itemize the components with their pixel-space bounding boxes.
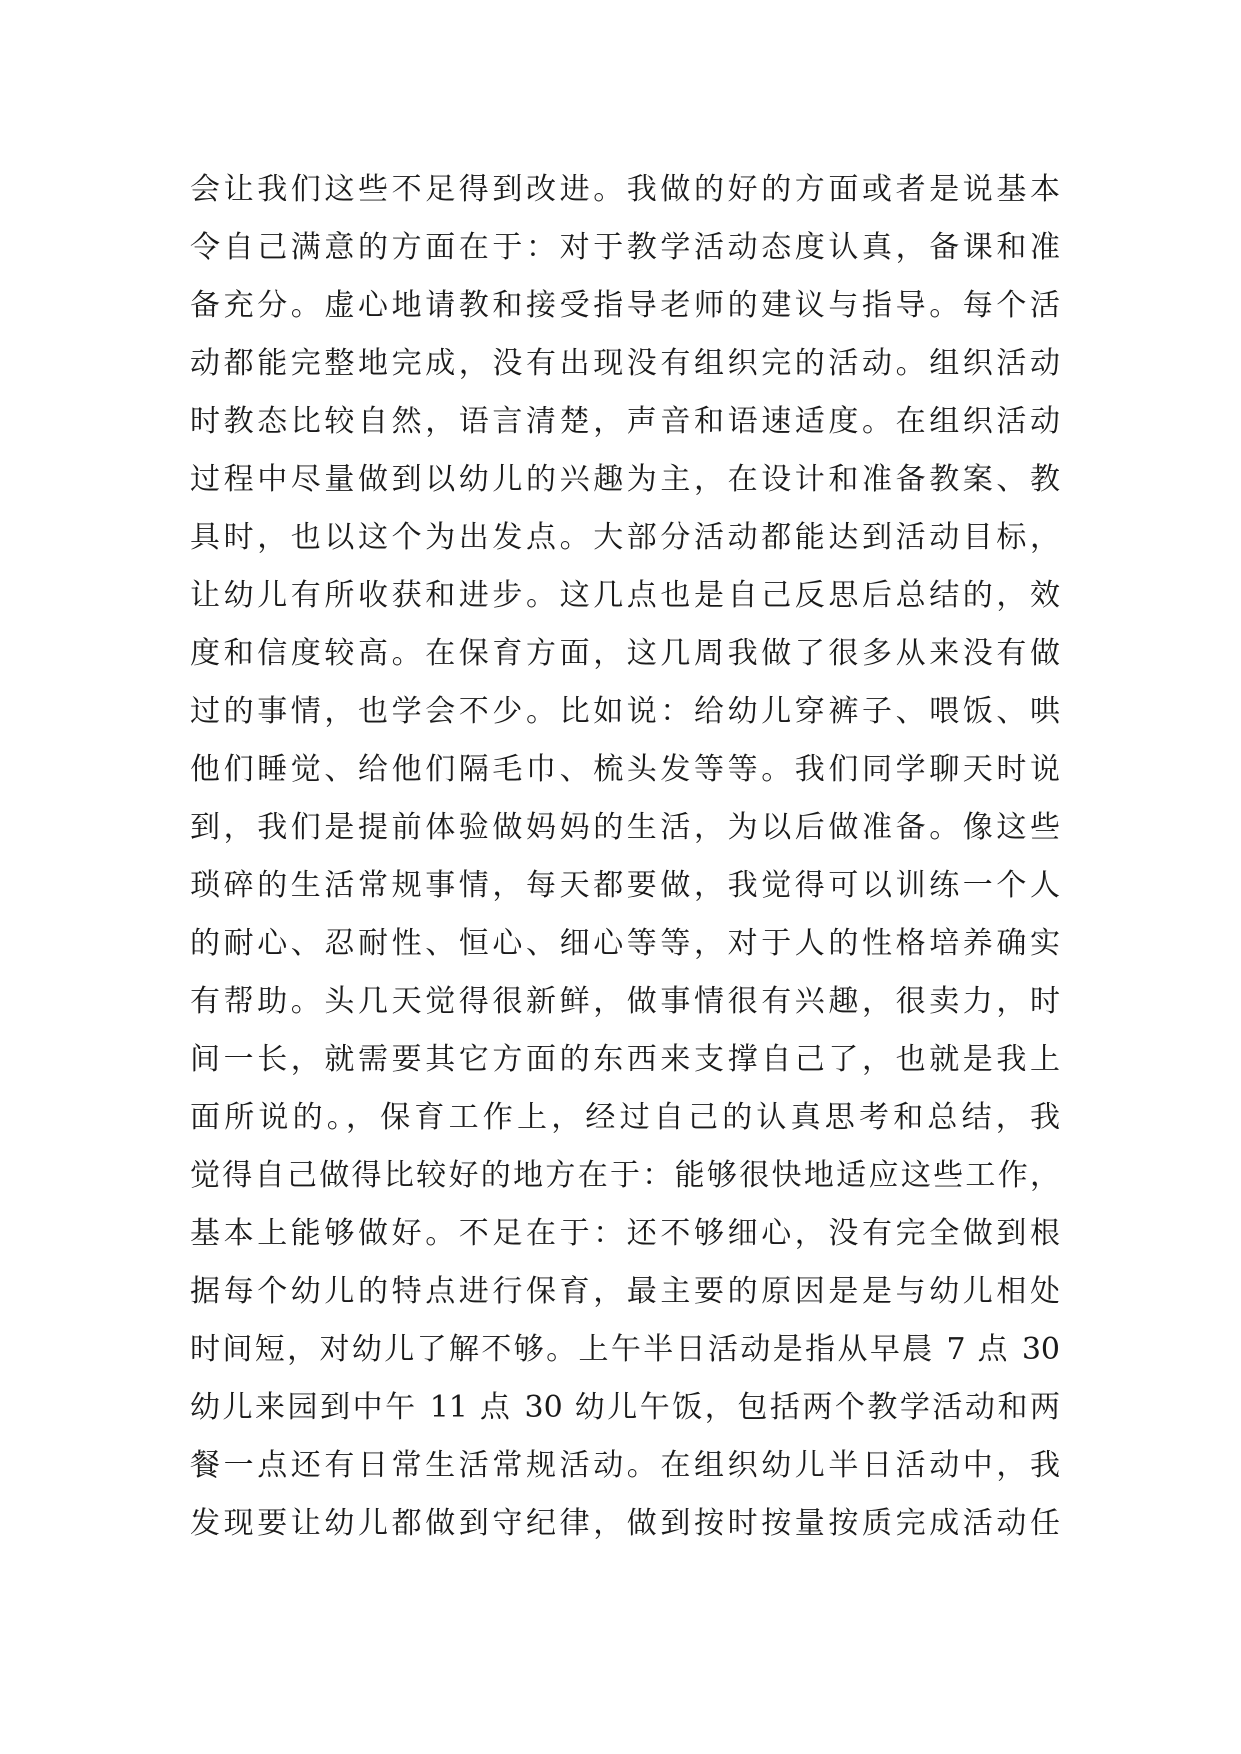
text-line: 琐碎的生活常规事情，每天都要做，我觉得可以训练一个人 [190, 868, 1060, 903]
text-line: 餐一点还有日常生活常规活动。在组织幼儿半日活动中，我 [190, 1448, 1060, 1483]
text-line: 有帮助。头几天觉得很新鲜，做事情很有兴趣，很卖力，时 [190, 984, 1060, 1019]
text-line: 过程中尽量做到以幼儿的兴趣为主，在设计和准备教案、教 [190, 462, 1060, 497]
text-line: 发现要让幼儿都做到守纪律，做到按时按量按质完成活动任 [190, 1506, 1060, 1541]
text-line: 基本上能够做好。不足在于：还不够细心，没有完全做到根 [190, 1216, 1060, 1251]
body-text [190, 161, 1060, 1553]
text-line: 让幼儿有所收获和进步。这几点也是自己反思后总结的，效 [190, 578, 1060, 613]
text-line: 备充分。虚心地请教和接受指导老师的建议与指导。每个活 [190, 288, 1060, 323]
text-line: 间一长，就需要其它方面的东西来支撑自己了，也就是我上 [190, 1042, 1060, 1077]
text-line: 面所说的。，保育工作上，经过自己的认真思考和总结，我 [190, 1100, 1060, 1135]
text-line: 度和信度较高。在保育方面，这几周我做了很多从来没有做 [190, 636, 1060, 671]
text-line: 令自己满意的方面在于：对于教学活动态度认真，备课和准 [190, 230, 1060, 265]
text-line: 时教态比较自然，语言清楚，声音和语速适度。在组织活动 [190, 404, 1060, 439]
text-line: 动都能完整地完成，没有出现没有组织完的活动。组织活动 [190, 346, 1060, 381]
text-line: 幼儿来园到中午 11 点 30 幼儿午饭，包括两个教学活动和两 [190, 1390, 1060, 1425]
text-line: 过的事情，也学会不少。比如说：给幼儿穿裤子、喂饭、哄 [190, 694, 1060, 729]
text-line: 具时，也以这个为出发点。大部分活动都能达到活动目标， [190, 520, 1060, 555]
text-line: 他们睡觉、给他们隔毛巾、梳头发等等。我们同学聊天时说 [190, 752, 1060, 787]
text-line: 觉得自己做得比较好的地方在于：能够很快地适应这些工作， [190, 1158, 1060, 1193]
text-line: 会让我们这些不足得到改进。我做的好的方面或者是说基本 [190, 172, 1060, 207]
text-line: 据每个幼儿的特点进行保育，最主要的原因是是与幼儿相处 [190, 1274, 1060, 1309]
text-line: 到，我们是提前体验做妈妈的生活，为以后做准备。像这些 [190, 810, 1060, 845]
text-line: 的耐心、忍耐性、恒心、细心等等，对于人的性格培养确实 [190, 926, 1060, 961]
text-line: 时间短，对幼儿了解不够。上午半日活动是指从早晨 7 点 30 [190, 1332, 1060, 1367]
